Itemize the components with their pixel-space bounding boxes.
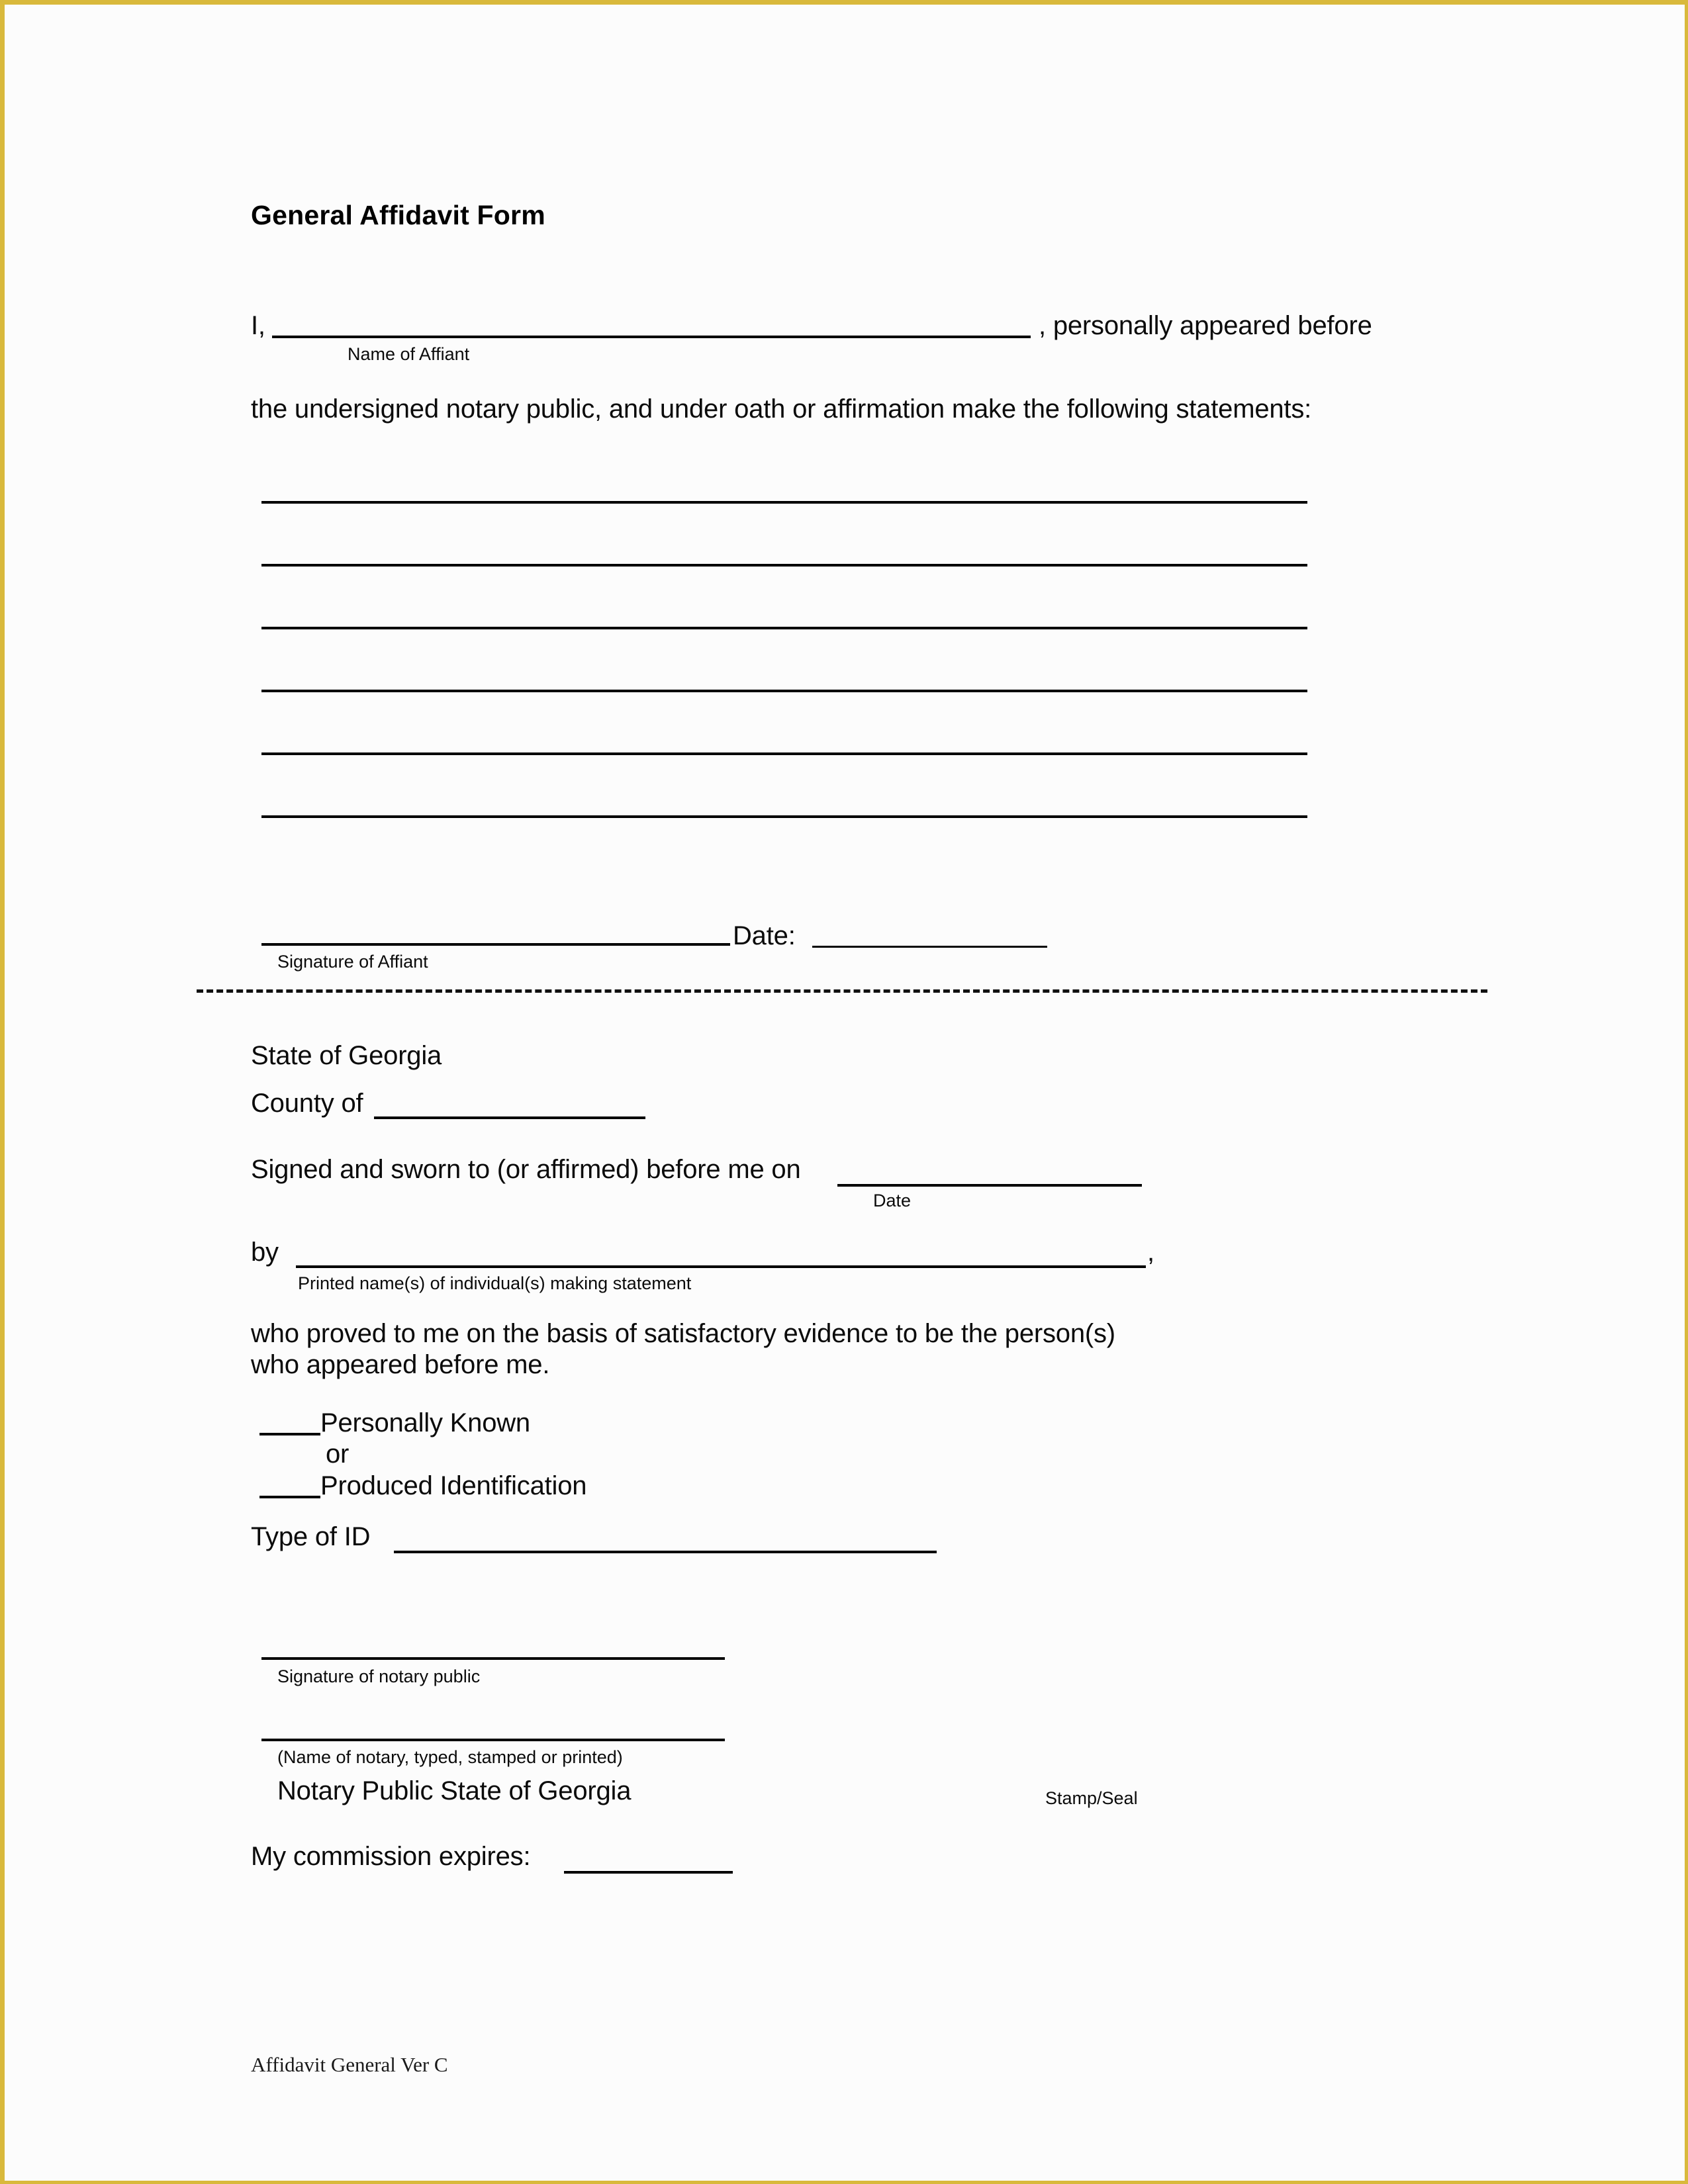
county-blank[interactable] [374, 1116, 645, 1119]
statement-blank-line[interactable] [261, 690, 1307, 692]
oath-statement-line: the undersigned notary public, and under oath or affirmation make the following statements: [251, 394, 1312, 424]
or-label: or [326, 1439, 350, 1469]
produced-identification-label: Produced Identification [320, 1471, 587, 1500]
by-prefix-label: by [251, 1238, 279, 1267]
statement-blank-line[interactable] [261, 564, 1307, 567]
printed-names-blank[interactable] [296, 1265, 1146, 1268]
affiant-name-blank[interactable] [272, 336, 1031, 338]
document-footer: Affidavit General Ver C [251, 2053, 448, 2076]
county-of-label: County of [251, 1089, 363, 1118]
intro-prefix-label: I, [251, 311, 265, 340]
section-divider [197, 989, 1487, 993]
by-suffix-label: , [1147, 1238, 1154, 1267]
statement-blank-line[interactable] [261, 501, 1307, 504]
notary-signature-blank[interactable] [261, 1657, 725, 1660]
notary-name-label: (Name of notary, typed, stamped or printed) [277, 1747, 623, 1767]
state-of-georgia-label: State of Georgia [251, 1041, 442, 1070]
sworn-date-blank[interactable] [837, 1184, 1142, 1187]
commission-expires-label: My commission expires: [251, 1842, 531, 1871]
affiant-date-blank[interactable] [812, 946, 1047, 948]
notary-public-state-label: Notary Public State of Georgia [277, 1776, 632, 1805]
statement-blank-line[interactable] [261, 752, 1307, 755]
notary-name-blank[interactable] [261, 1739, 725, 1741]
signature-of-affiant-label: Signature of Affiant [277, 952, 428, 972]
produced-identification-option[interactable] [259, 1471, 586, 1502]
name-of-affiant-label: Name of Affiant [348, 344, 470, 364]
personally-known-label: Personally Known [320, 1408, 530, 1437]
proved-statement-line-2: who appeared before me. [251, 1350, 550, 1379]
personally-known-blank[interactable] [259, 1433, 320, 1435]
page-sheet [5, 5, 1685, 2181]
signed-and-sworn-label: Signed and sworn to (or affirmed) before me on [251, 1155, 801, 1184]
proved-statement-line-1: who proved to me on the basis of satisfactory evidence to be the person(s) [251, 1319, 1115, 1348]
commission-expires-blank[interactable] [564, 1871, 733, 1874]
intro-suffix-label: , personally appeared before [1039, 311, 1372, 340]
produced-identification-blank[interactable] [259, 1496, 320, 1498]
printed-names-label: Printed name(s) of individual(s) making statement [298, 1273, 692, 1293]
affiant-signature-blank[interactable] [261, 943, 730, 946]
statement-blank-line[interactable] [261, 627, 1307, 629]
affiant-date-label: Date: [733, 921, 796, 950]
type-of-id-label: Type of ID [251, 1522, 371, 1551]
stamp-seal-label: Stamp/Seal [1045, 1788, 1138, 1808]
statement-blank-line[interactable] [261, 815, 1307, 818]
notary-signature-label: Signature of notary public [277, 1666, 481, 1686]
page-title: General Affidavit Form [251, 200, 545, 230]
personally-known-option[interactable] [259, 1408, 530, 1439]
type-of-id-blank[interactable] [394, 1551, 937, 1553]
sworn-date-label: Date [873, 1191, 912, 1210]
